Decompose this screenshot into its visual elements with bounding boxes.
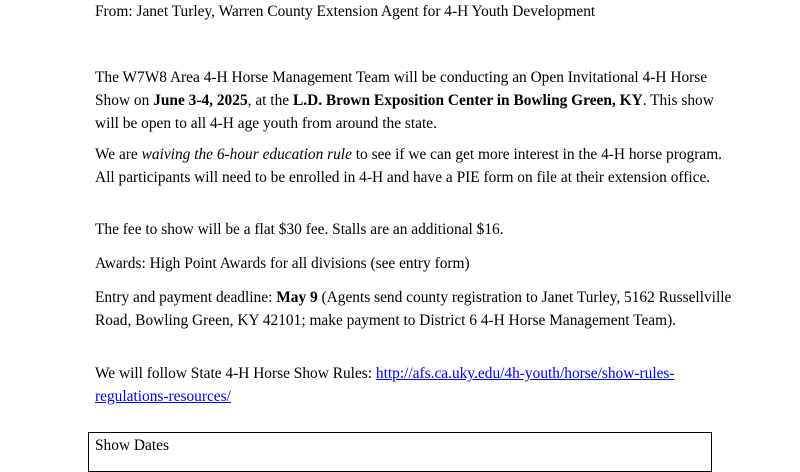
education-rule-italic: waiving the 6-hour education rule bbox=[141, 146, 352, 163]
education-rule-paragraph bbox=[95, 143, 735, 189]
education-text-2: to see if we can get more interest in the 4-H horse program. All participants will need to be enrolled in 4-H and have a PIE form on file at their extension office. bbox=[95, 146, 723, 186]
rules-text: We will follow State 4-H Horse Show Rules: bbox=[95, 365, 376, 382]
show-announcement-paragraph bbox=[95, 66, 735, 135]
awards-paragraph: Awards: High Point Awards for all divisions (see entry form) bbox=[95, 255, 470, 272]
from-line: From: Janet Turley, Warren County Extension Agent for 4-H Youth Development bbox=[95, 3, 596, 20]
fee-paragraph: The fee to show will be a flat $30 fee. Stalls are an additional $16. bbox=[95, 221, 504, 238]
deadline-text-2: (Agents send county registration to Janet Turley, 5162 Russellville Road, Bowling Green, KY 42101; make payment to District 6 4-H Horse Management Team). bbox=[95, 289, 732, 329]
rules-paragraph bbox=[95, 362, 735, 408]
announcement-text-1: The W7W8 Area 4-H Horse Management Team will be conducting an Open Invitational 4-H Horse Show on bbox=[95, 69, 708, 109]
deadline-paragraph bbox=[95, 286, 735, 332]
deadline-date-bold: May 9 bbox=[276, 289, 318, 306]
show-dates-label: Show Dates bbox=[95, 437, 169, 454]
announcement-text-2: , at the bbox=[247, 92, 293, 109]
deadline-text-1: Entry and payment deadline: bbox=[95, 289, 277, 306]
education-text-1: We are bbox=[95, 146, 142, 163]
show-dates-table bbox=[88, 432, 712, 472]
announcement-text-3: . This show will be open to all 4-H age youth from around the state. bbox=[95, 92, 714, 132]
show-dates-bold: June 3-4, 2025 bbox=[153, 92, 248, 109]
rules-link[interactable]: http://afs.ca.uky.edu/4h-youth/horse/show-rules-regulations-resources/ bbox=[95, 365, 675, 405]
venue-bold: L.D. Brown Exposition Center in Bowling Green, KY bbox=[292, 92, 643, 109]
